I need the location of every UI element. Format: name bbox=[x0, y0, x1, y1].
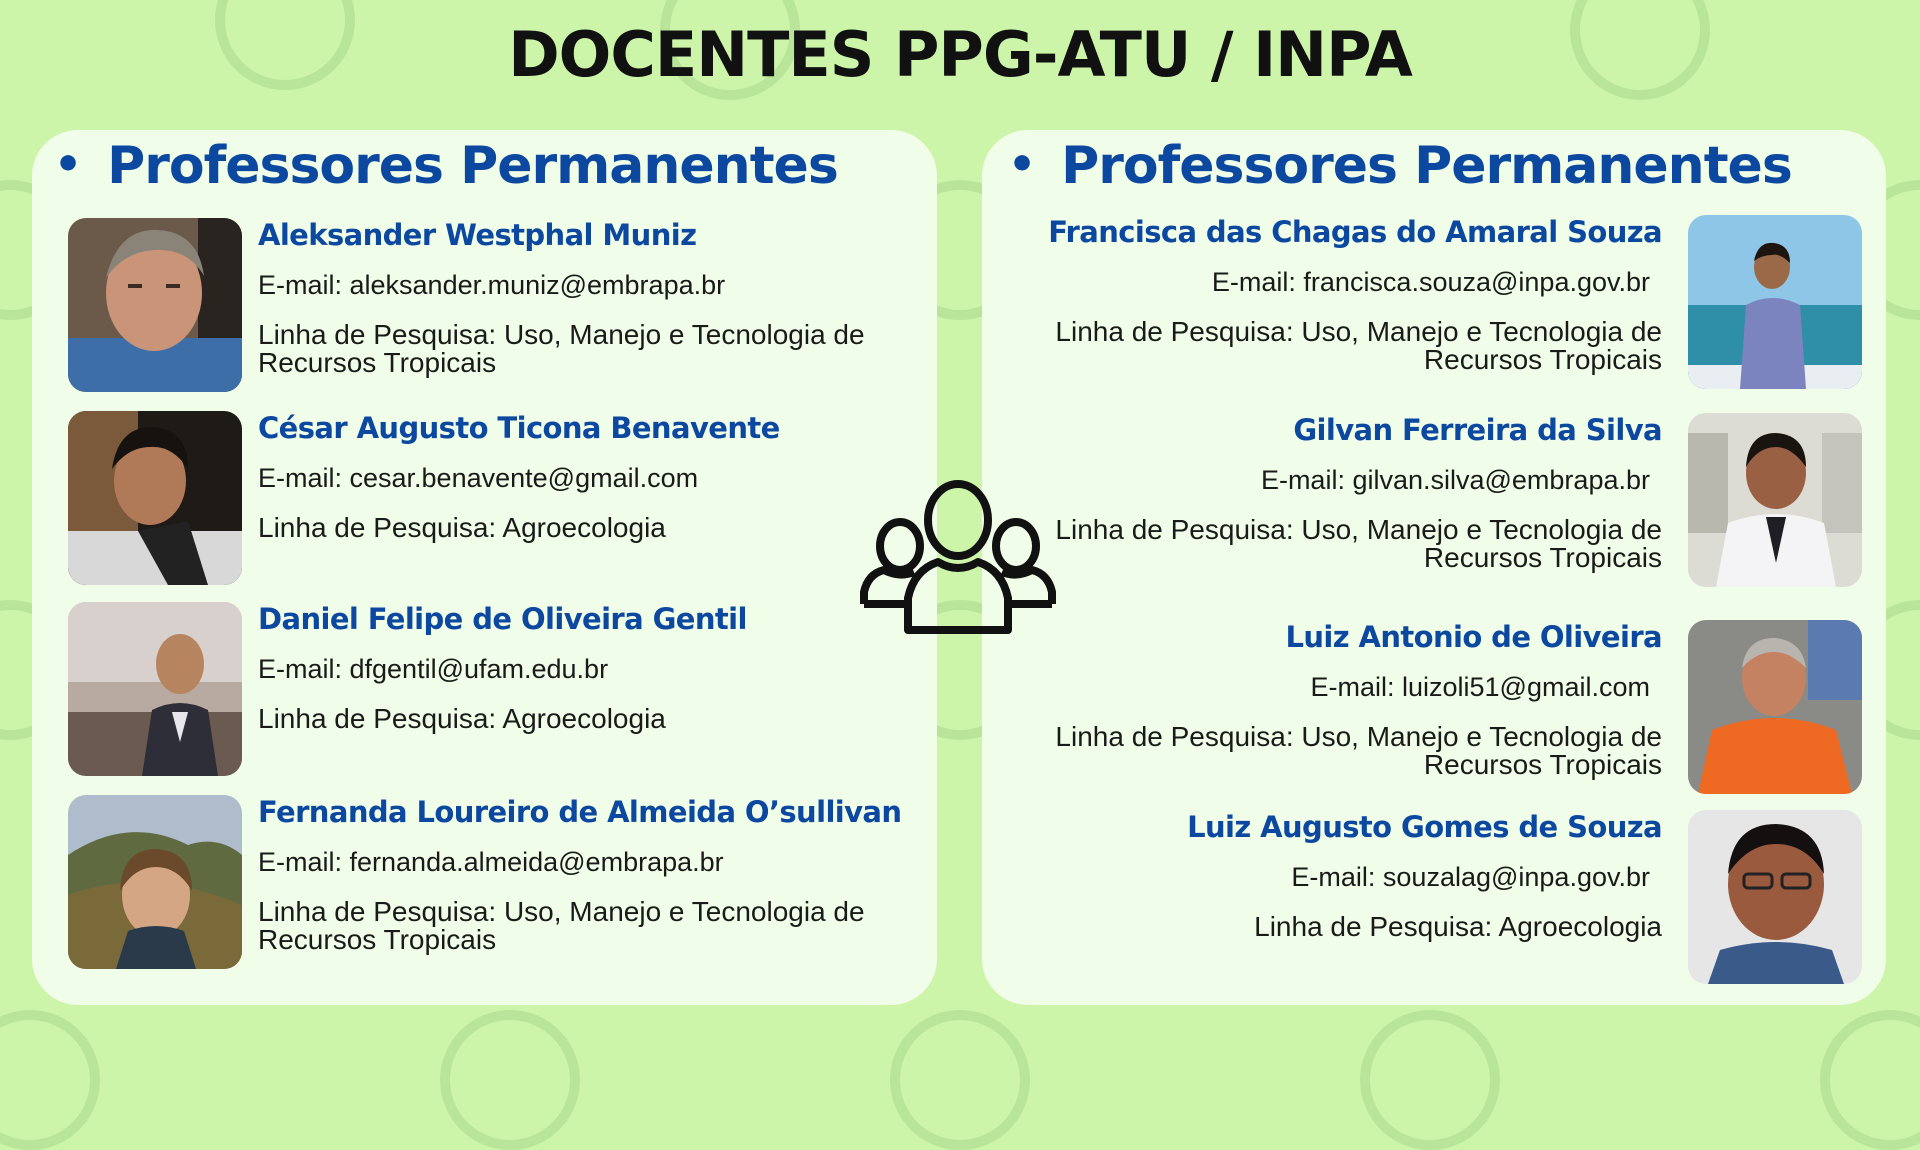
professor-photo bbox=[68, 411, 242, 585]
professor-email: E-mail: fernanda.almeida@embrapa.br bbox=[258, 847, 724, 877]
research-line: Linha de Pesquisa: Agroecologia bbox=[258, 703, 666, 734]
professor-photo bbox=[1688, 413, 1862, 587]
professor-name: Fernanda Loureiro de Almeida O’sullivan bbox=[258, 795, 902, 829]
professor-research bbox=[258, 705, 918, 733]
professor-research bbox=[1022, 723, 1662, 779]
professor-photo bbox=[68, 218, 242, 392]
professor-info bbox=[1022, 215, 1662, 374]
professor-research bbox=[1022, 516, 1662, 572]
research-line: Linha de Pesquisa: Uso, Manejo e Tecnologia de bbox=[1055, 721, 1662, 752]
decor-ring bbox=[890, 1010, 1030, 1150]
decor-ring bbox=[1820, 1010, 1920, 1150]
research-line: Linha de Pesquisa: Uso, Manejo e Tecnologia de bbox=[258, 896, 865, 927]
professor-email: E-mail: gilvan.silva@embrapa.br bbox=[1260, 465, 1650, 495]
professor-research bbox=[1022, 318, 1662, 374]
section-heading bbox=[54, 136, 838, 196]
professor-photo bbox=[1688, 620, 1862, 794]
research-line: Linha de Pesquisa: Uso, Manejo e Tecnologia de bbox=[258, 319, 865, 350]
professor-research bbox=[258, 898, 918, 954]
professor-photo bbox=[68, 795, 242, 969]
research-line: Recursos Tropicais bbox=[258, 347, 497, 378]
professor-name: César Augusto Ticona Benavente bbox=[258, 411, 780, 445]
research-line: Linha de Pesquisa: Uso, Manejo e Tecnologia de bbox=[1055, 316, 1662, 347]
professor-name: Luiz Antonio de Oliveira bbox=[1285, 620, 1662, 654]
section-heading-text: Professores Permanentes bbox=[107, 136, 838, 196]
professor-photo bbox=[1688, 215, 1862, 389]
professor-info bbox=[1022, 810, 1662, 941]
professor-photo bbox=[68, 602, 242, 776]
professor-info bbox=[258, 411, 918, 542]
section-heading-text: Professores Permanentes bbox=[1061, 136, 1792, 196]
professor-name: Gilvan Ferreira da Silva bbox=[1293, 413, 1662, 447]
professor-research bbox=[1022, 913, 1662, 941]
professor-email: E-mail: aleksander.muniz@embrapa.br bbox=[258, 270, 726, 300]
section-heading bbox=[1008, 136, 1792, 196]
bullet: • bbox=[1008, 139, 1036, 190]
research-line: Recursos Tropicais bbox=[1423, 749, 1662, 780]
professor-email: E-mail: dfgentil@ufam.edu.br bbox=[258, 654, 609, 684]
professor-name: Daniel Felipe de Oliveira Gentil bbox=[258, 602, 747, 636]
professor-info bbox=[258, 795, 918, 954]
group-people-icon bbox=[858, 478, 1058, 638]
professor-research bbox=[258, 321, 918, 377]
research-line: Linha de Pesquisa: Agroecologia bbox=[1254, 911, 1662, 942]
research-line: Recursos Tropicais bbox=[1423, 344, 1662, 375]
research-line: Recursos Tropicais bbox=[1423, 542, 1662, 573]
bullet: • bbox=[54, 139, 82, 190]
professor-name: Luiz Augusto Gomes de Souza bbox=[1187, 810, 1662, 844]
research-line: Recursos Tropicais bbox=[258, 924, 497, 955]
research-line: Linha de Pesquisa: Agroecologia bbox=[258, 512, 666, 543]
professor-name: Francisca das Chagas do Amaral Souza bbox=[1048, 215, 1662, 249]
professor-info bbox=[1022, 413, 1662, 572]
page-title: DOCENTES PPG-ATU / INPA bbox=[508, 18, 1412, 91]
decor-ring bbox=[1360, 1010, 1500, 1150]
left-panel bbox=[32, 130, 937, 1005]
professor-info bbox=[258, 602, 918, 733]
professor-email: E-mail: cesar.benavente@gmail.com bbox=[258, 463, 699, 493]
professor-photo bbox=[1688, 810, 1862, 984]
professor-info bbox=[258, 218, 918, 377]
professor-email: E-mail: souzalag@inpa.gov.br bbox=[1291, 862, 1650, 892]
professor-research bbox=[258, 514, 918, 542]
professor-info bbox=[1022, 620, 1662, 779]
decor-ring bbox=[0, 1010, 100, 1150]
right-panel bbox=[982, 130, 1886, 1005]
professor-email: E-mail: francisca.souza@inpa.gov.br bbox=[1211, 267, 1650, 297]
professor-email: E-mail: luizoli51@gmail.com bbox=[1310, 672, 1650, 702]
decor-ring bbox=[440, 1010, 580, 1150]
professor-name: Aleksander Westphal Muniz bbox=[258, 218, 697, 252]
research-line: Linha de Pesquisa: Uso, Manejo e Tecnologia de bbox=[1055, 514, 1662, 545]
